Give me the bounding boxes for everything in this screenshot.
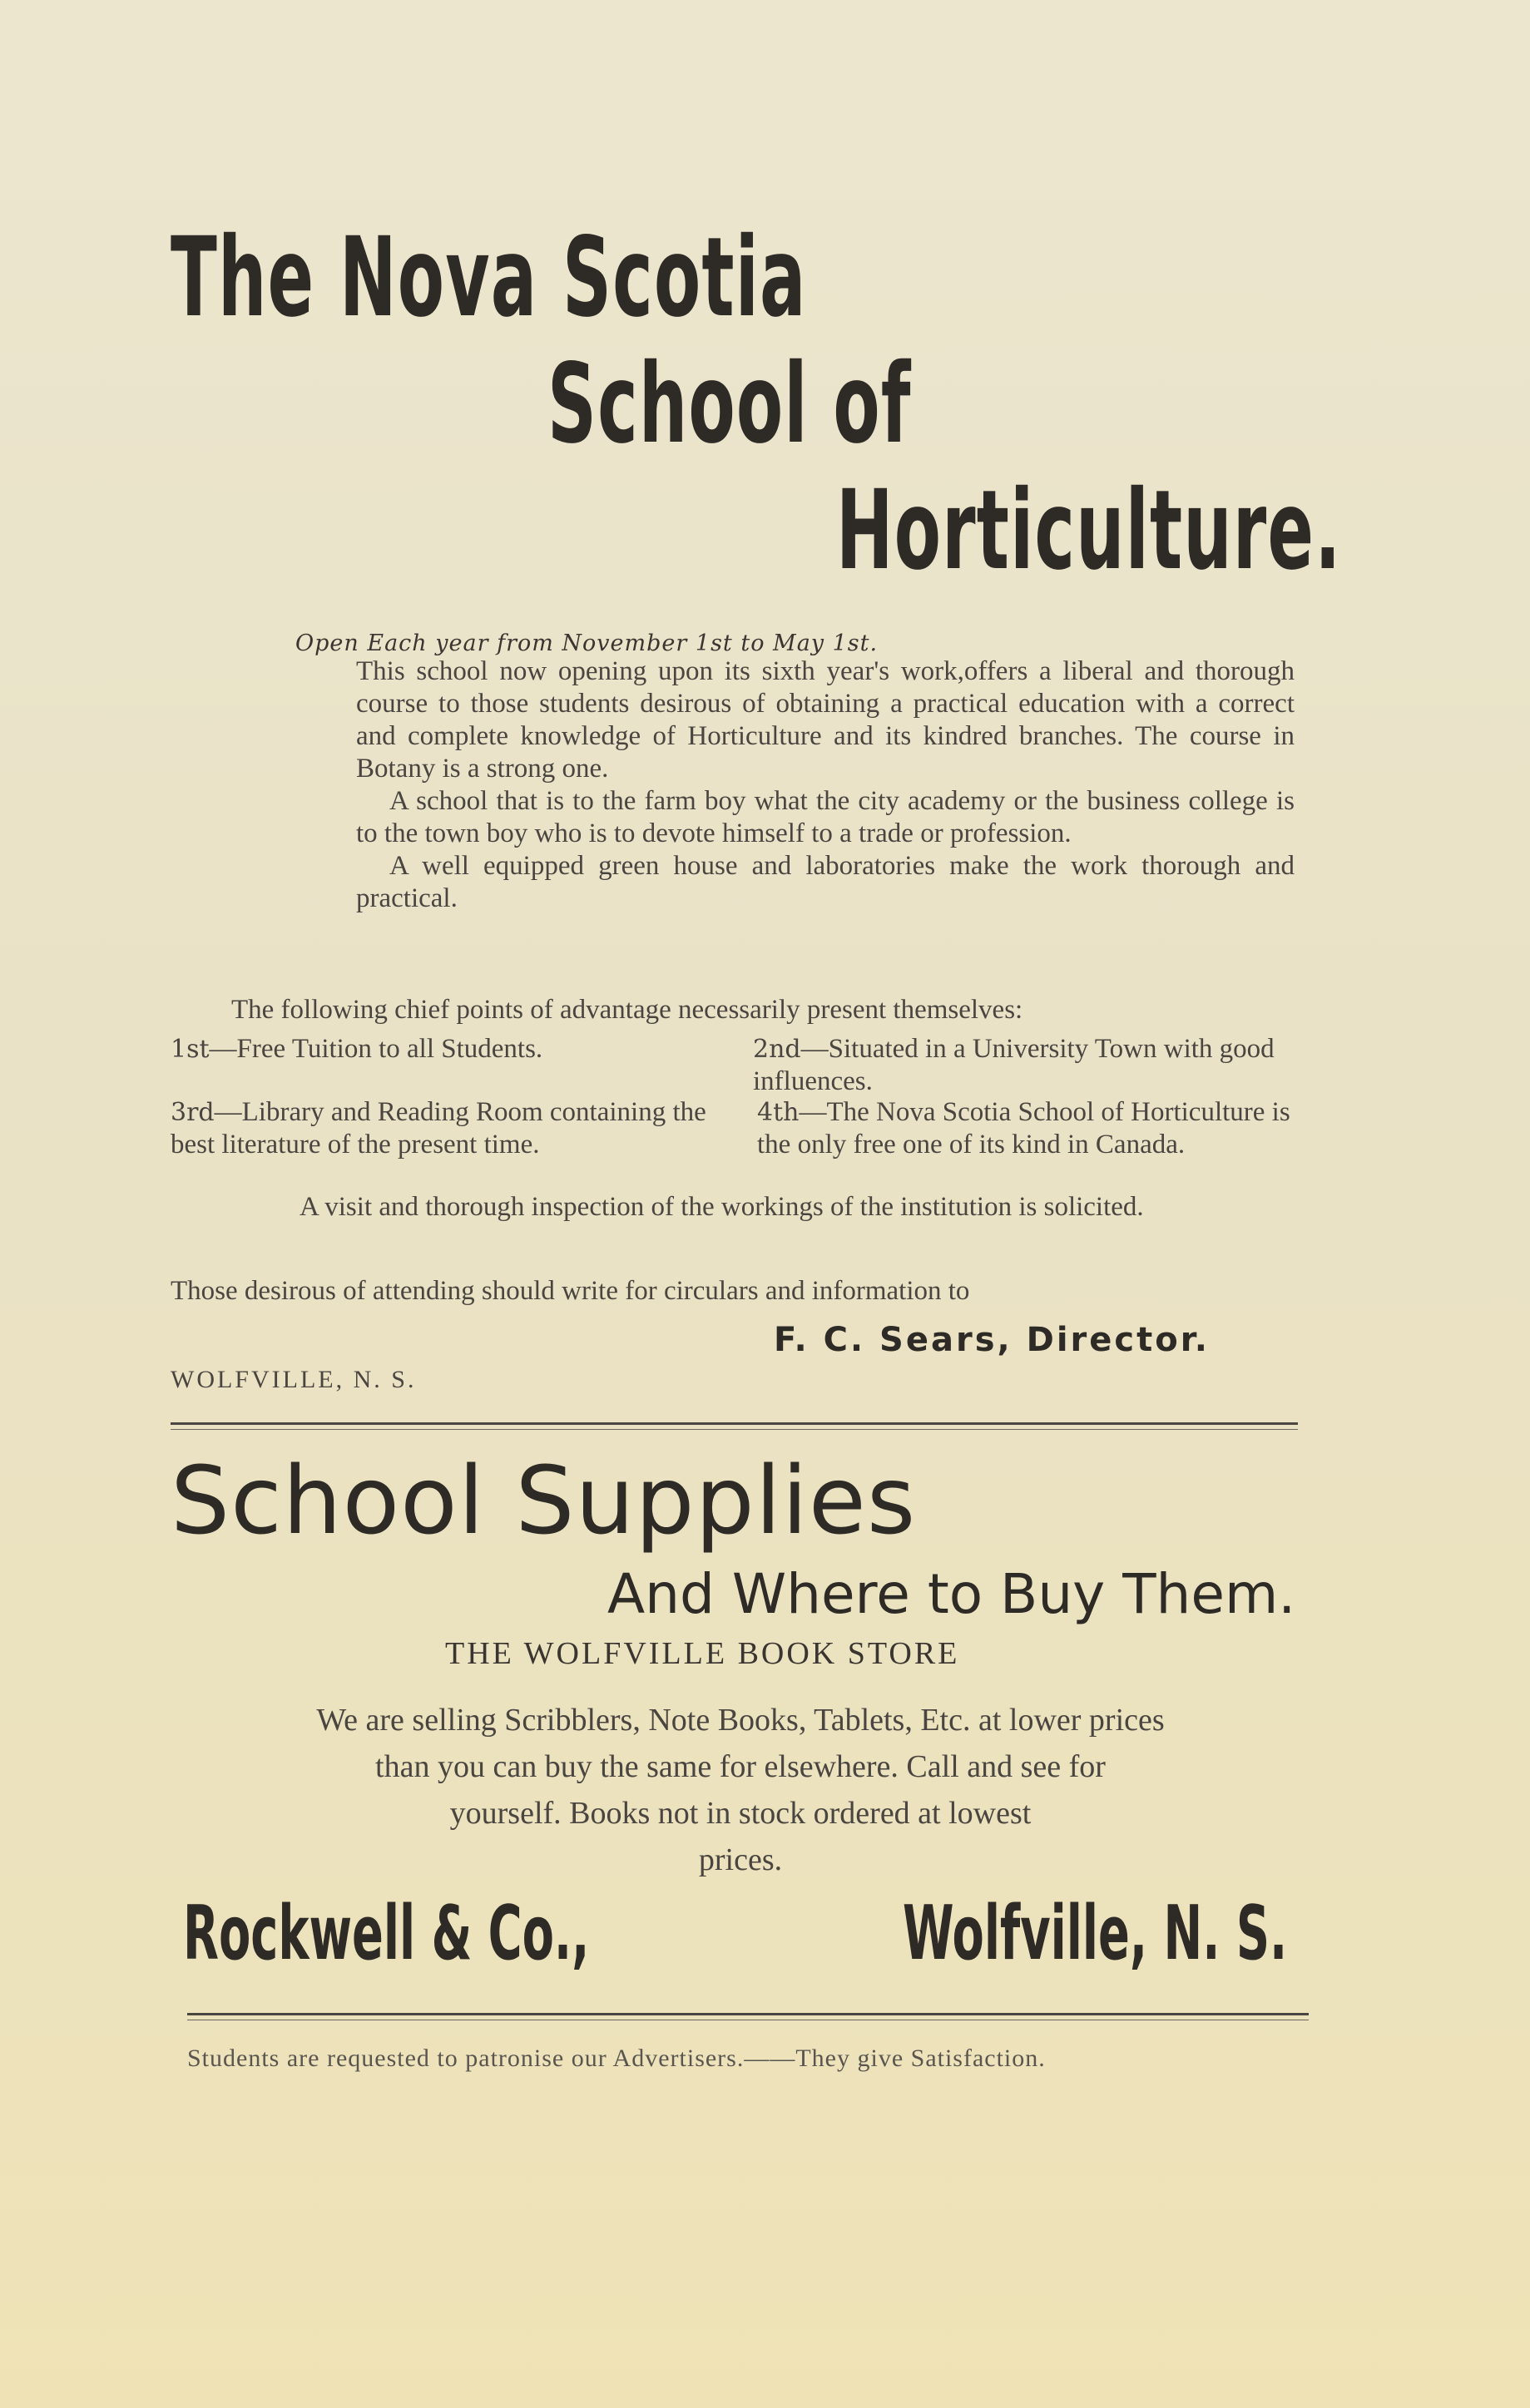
store-name: THE WOLFVILLE BOOK STORE — [445, 1636, 960, 1671]
point-2 — [753, 1033, 1294, 1098]
inspection-note: A visit and thorough inspection of the workings of the institution is solicited. — [300, 1192, 1144, 1222]
footer-divider — [187, 2013, 1309, 2015]
section-divider-thin — [171, 1429, 1298, 1430]
supplies-text-line-1: We are selling Scribblers, Note Books, Tablets, Etc. at lower prices — [316, 1703, 1165, 1738]
headline-line-1: The Nova Scotia — [171, 214, 807, 342]
school-description — [356, 655, 1295, 915]
description-paragraph-1: This school now opening upon its sixth year's work,offers a liberal and thorough course to those students desirous of obtaining a practical education with a correct and complete knowledge of Horticulture and its kindred branches. The course in Botany is a strong one. — [356, 656, 1295, 784]
point-3 — [171, 1096, 720, 1161]
company-name: Rockwell & Co., — [183, 1890, 590, 1977]
open-period: Open Each year from November 1st to May 1st. — [295, 630, 879, 656]
point-3-number: 3rd — [171, 1098, 215, 1127]
section-divider — [171, 1422, 1298, 1425]
supplies-text — [158, 1697, 1323, 1883]
headline-line-3: Horticulture. — [836, 467, 1342, 595]
point-1-number: 1st — [171, 1035, 210, 1064]
point-4-text: —The Nova Scotia School of Horticulture is the only free one of its kind in Canada. — [757, 1097, 1290, 1159]
supplies-text-line-3: yourself. Books not in stock ordered at lowest — [449, 1796, 1032, 1831]
point-2-text: —Situated in a University Town with good influences. — [753, 1034, 1275, 1096]
description-paragraph-3: A well equipped green house and laboratories make the work thorough and practical. — [356, 851, 1295, 913]
supplies-text-line-2: than you can buy the same for elsewhere. Call and see for — [375, 1749, 1106, 1784]
supplies-title: School Supplies — [171, 1447, 917, 1555]
point-4 — [757, 1096, 1298, 1161]
director-name: F. C. Sears, Director. — [774, 1321, 1210, 1359]
point-2-number: 2nd — [753, 1035, 801, 1064]
point-1-text: —Free Tuition to all Students. — [209, 1034, 543, 1064]
headline-line-2: School of — [547, 340, 912, 468]
point-1 — [171, 1033, 720, 1066]
description-paragraph-2: A school that is to the farm boy what the city academy or the business college is to the town boy who is to devote himself to a trade or profession. — [356, 786, 1295, 848]
location: WOLFVILLE, N. S. — [171, 1366, 417, 1393]
supplies-subtitle: And Where to Buy Them. — [607, 1562, 1296, 1626]
contact-line: Those desirous of attending should write for circulars and information to — [171, 1276, 970, 1306]
supplies-text-line-4: prices. — [698, 1842, 783, 1877]
footer-note: Students are requested to patronise our Advertisers.——They give Satisfaction. — [187, 2045, 1046, 2072]
company-town: Wolfville, N. S. — [903, 1890, 1288, 1977]
point-4-number: 4th — [757, 1098, 800, 1127]
point-3-text: —Library and Reading Room containing the best literature of the present time. — [171, 1097, 706, 1159]
points-intro: The following chief points of advantage necessarily present themselves: — [231, 995, 1023, 1025]
